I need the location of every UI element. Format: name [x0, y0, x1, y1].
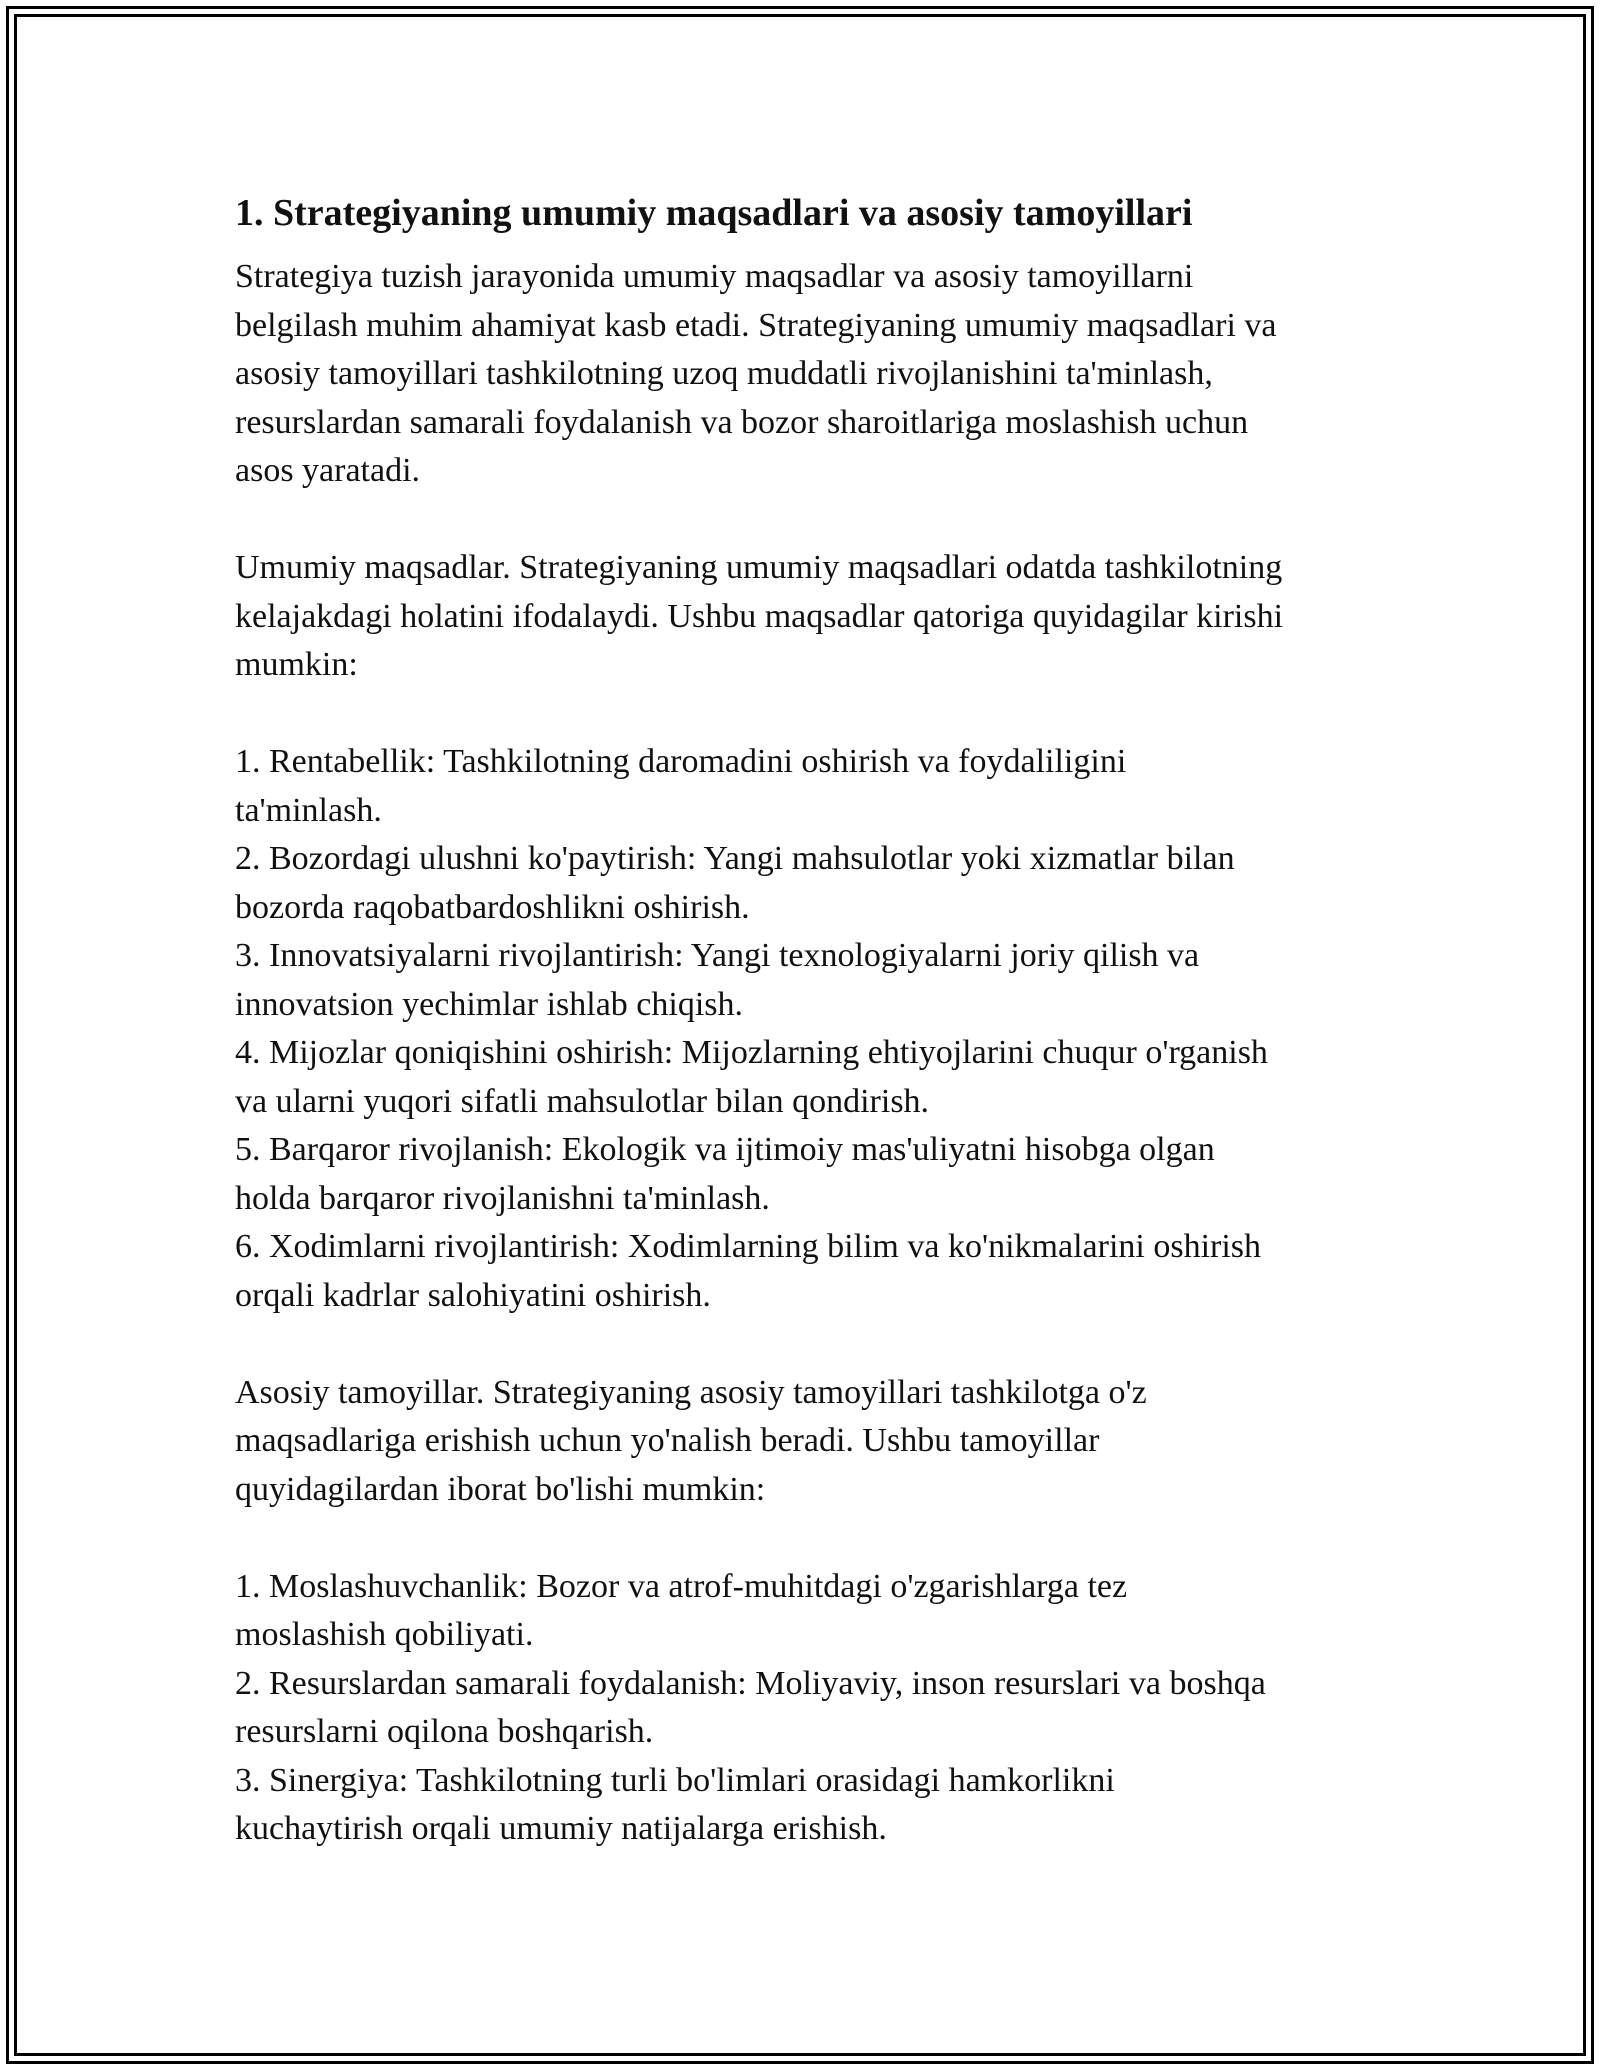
intro-line: resurslardan samarali foydalanish va bozor sharoitlariga moslashish uchun: [235, 403, 1249, 441]
section-title: 1. Strategiyaning umumiy maqsadlari va asosiy tamoyillari: [235, 192, 1193, 234]
list-item-line: 1. Moslashuvchanlik: Bozor va atrof-muhitdagi o'zgarishlarga tez: [235, 1567, 1128, 1605]
goals-intro-paragraph: [235, 544, 1385, 690]
list-item-principle-1: [235, 1563, 1385, 1660]
intro-line: asos yaratadi.: [235, 452, 421, 489]
list-item-line: 5. Barqaror rivojlanish: Ekologik va ijtimoiy mas'uliyatni hisobga olgan: [235, 1131, 1215, 1168]
list-item-line: moslashish qobiliyati.: [235, 1616, 534, 1653]
document-body: [235, 183, 1385, 1854]
goals-intro-line: kelajakdagi holatini ifodalaydi. Ushbu maqsadlar qatoriga quyidagilar kirishi: [235, 597, 1284, 635]
list-item-line: orqali kadrlar salohiyatini oshirish.: [235, 1276, 711, 1314]
goals-list: [235, 738, 1385, 1320]
list-item-line: 3. Innovatsiyalarni rivojlantirish: Yangi texnologiyalarni joriy qilish va: [235, 937, 1200, 974]
principles-intro-paragraph: [235, 1369, 1385, 1515]
list-item-goal-4: [235, 1029, 1385, 1126]
goals-intro-line: mumkin:: [235, 646, 358, 683]
paragraph-gap: [235, 1514, 1385, 1563]
goals-intro-line: Umumiy maqsadlar. Strategiyaning umumiy maqsadlari odatda tashkilotning: [235, 549, 1283, 586]
list-item-line: va ularni yuqori sifatli mahsulotlar bilan qondirish.: [235, 1082, 930, 1120]
list-item-principle-3: [235, 1757, 1385, 1854]
list-item-line: holda barqaror rivojlanishni ta'minlash.: [235, 1179, 770, 1217]
intro-line: belgilash muhim ahamiyat kasb etadi. Strategiyaning umumiy maqsadlari va: [235, 306, 1277, 344]
paragraph-gap: [235, 690, 1385, 739]
intro-paragraph: [235, 253, 1385, 496]
list-item-goal-1: [235, 738, 1385, 835]
list-item-line: 2. Bozordagi ulushni ko'paytirish: Yangi mahsulotlar yoki xizmatlar bilan: [235, 840, 1235, 877]
intro-line: Strategiya tuzish jarayonida umumiy maqsadlar va asosiy tamoyillarni: [235, 258, 1194, 295]
list-item-line: ta'minlash.: [235, 791, 382, 829]
list-item-line: 6. Xodimlarni rivojlantirish: Xodimlarning bilim va ko'nikmalarini oshirish: [235, 1228, 1262, 1265]
list-item-line: innovatsion yechimlar ishlab chiqish.: [235, 985, 744, 1023]
list-item-principle-2: [235, 1660, 1385, 1757]
principles-intro-line: Asosiy tamoyillar. Strategiyaning asosiy tamoyillari tashkilotga o'z: [235, 1373, 1147, 1411]
principles-intro-line: quyidagilardan iborat bo'lishi mumkin:: [235, 1470, 766, 1508]
list-item-goal-2: [235, 835, 1385, 932]
list-item-goal-3: [235, 932, 1385, 1029]
list-item-line: 3. Sinergiya: Tashkilotning turli bo'limlari orasidagi hamkorlikni: [235, 1761, 1115, 1799]
list-item-goal-5: [235, 1126, 1385, 1223]
list-item-line: 4. Mijozlar qoniqishini oshirish: Mijozlarning ehtiyojlarini chuqur o'rganish: [235, 1034, 1268, 1071]
list-item-line: bozorda raqobatbardoshlikni oshirish.: [235, 888, 750, 926]
principles-intro-line: maqsadlariga erishish uchun yo'nalish beradi. Ushbu tamoyillar: [235, 1422, 1100, 1459]
paragraph-gap: [235, 1320, 1385, 1369]
intro-line: asosiy tamoyillari tashkilotning uzoq muddatli rivojlanishini ta'minlash,: [235, 355, 1213, 392]
list-item-line: 1. Rentabellik: Tashkilotning daromadini oshirish va foydaliligini: [235, 743, 1127, 780]
list-item-line: kuchaytirish orqali umumiy natijalarga erishish.: [235, 1810, 887, 1847]
list-item-line: resurslarni oqilona boshqarish.: [235, 1713, 654, 1750]
list-item-goal-6: [235, 1223, 1385, 1320]
principles-list: [235, 1563, 1385, 1854]
list-item-line: 2. Resurslardan samarali foydalanish: Moliyaviy, inson resurslari va boshqa: [235, 1664, 1266, 1702]
paragraph-gap: [235, 496, 1385, 545]
